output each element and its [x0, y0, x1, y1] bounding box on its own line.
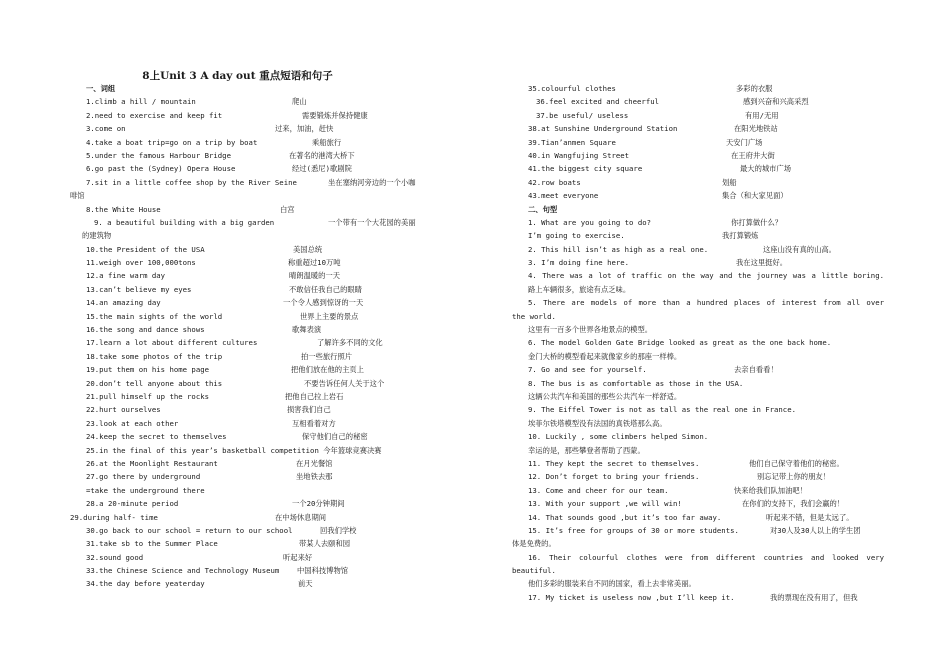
line-text: 32.sound good — [86, 552, 144, 562]
text-line — [70, 484, 450, 497]
translation-text: 不要告诉任何人关于这个 — [304, 378, 385, 388]
text-line — [70, 336, 450, 349]
text-line — [512, 417, 884, 430]
line-text: 9. The Eiffel Tower is not as tall as the real one in France. — [528, 405, 796, 415]
text-line — [512, 296, 884, 309]
line-text: 36.feel excited and cheerful — [536, 97, 660, 107]
translation-text: 一个令人感到惊讶的一天 — [283, 298, 364, 308]
line-text: =take the underground there — [86, 485, 205, 495]
line-text: 33.the Chinese Science and Technology Museum — [86, 566, 280, 576]
line-text: 的建筑物 — [82, 231, 112, 241]
translation-text: 晴朗温暖的一天 — [289, 271, 341, 281]
translation-text: 乘船旅行 — [312, 137, 342, 147]
line-text: 11.weigh over 100,000tons — [86, 258, 196, 268]
text-line — [512, 109, 884, 122]
translation-text: 一个带有一个大花园的美丽 — [328, 217, 416, 227]
text-line — [70, 189, 450, 202]
text-line — [512, 269, 884, 282]
translation-text: 听起来不错，但是太远了。 — [766, 512, 854, 522]
line-text: 16.the song and dance shows — [86, 325, 205, 335]
line-text: 30.go back to our school = return to our school — [86, 525, 293, 535]
line-text: 15.the main sights of the world — [86, 311, 223, 321]
line-text: 14. That sounds good ,but it’s too far away. — [528, 512, 722, 522]
translation-text: 在王府井大街 — [731, 150, 775, 160]
line-text: 幸运的是，那些攀登者帮助了西蒙。 — [528, 445, 645, 455]
line-text: 2.need to exercise and keep fit — [86, 110, 223, 120]
text-line — [70, 470, 450, 483]
line-text: 4. There was a lot of traffic on the way and the journey was a little boring. — [528, 271, 884, 281]
line-text: 19.put them on his home page — [86, 365, 210, 375]
line-text: 体是免费的。 — [512, 539, 556, 549]
translation-text: 我在这里挺好。 — [736, 258, 788, 268]
line-text: 二、句型 — [528, 204, 558, 214]
line-text: 3. I’m doing fine here. — [528, 258, 630, 268]
line-text: 13. With your support ,we will win! — [528, 499, 682, 509]
line-text: 12. Don’t forget to bring your friends. — [528, 472, 700, 482]
text-line — [512, 350, 884, 363]
text-line — [512, 323, 884, 336]
translation-text: 别忘记带上你的朋友！ — [757, 472, 830, 482]
text-line — [512, 122, 884, 135]
text-line — [512, 430, 884, 443]
translation-text: 把他们放在他的主页上 — [291, 365, 364, 375]
line-text: 41.the biggest city square — [528, 164, 643, 174]
section-heading — [512, 203, 884, 216]
translation-text: 坐在塞纳河旁边的一个小咖 — [328, 177, 416, 187]
line-text: 埃菲尔铁塔模型没有法国的真铁塔那么高。 — [528, 418, 667, 428]
text-line — [512, 82, 884, 95]
text-line — [70, 136, 450, 149]
translation-text: 有用/无用 — [745, 110, 779, 120]
text-line — [70, 564, 450, 577]
text-line — [512, 162, 884, 175]
line-text: 10. Luckily , some climbers helped Simon. — [528, 432, 709, 442]
line-text: 31.take sb to the Summer Place — [86, 539, 218, 549]
translation-text: 过来，加油，赶快 — [275, 124, 334, 134]
text-line — [512, 484, 884, 497]
line-text: 27.go there by underground — [86, 472, 201, 482]
line-text: 6.go past the (Sydney) Opera House — [86, 164, 236, 174]
line-text: the world. — [512, 311, 556, 321]
line-text: 38.at Sunshine Underground Station — [528, 124, 678, 134]
text-line — [512, 149, 884, 162]
text-line — [512, 176, 884, 189]
line-text: 5.under the famous Harbour Bridge — [86, 150, 231, 160]
line-text: 13. Come and cheer for our team. — [528, 485, 669, 495]
translation-text: 损害我们自己 — [287, 405, 331, 415]
translation-text: 划船 — [722, 177, 737, 187]
translation-text: 去亲自看看！ — [734, 365, 778, 375]
translation-text: 美国总统 — [293, 244, 323, 254]
translation-text: 听起来好 — [283, 552, 313, 562]
right-column — [512, 82, 884, 604]
line-text: 2. This hill isn’t as high as a real one. — [528, 244, 709, 254]
text-line — [512, 497, 884, 510]
text-line — [70, 149, 450, 162]
text-line — [70, 256, 450, 269]
translation-text: 白宫 — [280, 204, 295, 214]
translation-text: 世界上主要的景点 — [300, 311, 359, 321]
line-text: 40.in Wangfujing Street — [528, 150, 630, 160]
text-line — [512, 216, 884, 229]
line-text: 16. Their colourful clothes were from different countries and looked very — [528, 552, 884, 562]
translation-text: 对30人及30人以上的学生团 — [770, 525, 861, 535]
line-text: 42.row boats — [528, 177, 581, 187]
text-line — [512, 470, 884, 483]
line-text: 这里有一百多个世界各地景点的模型。 — [528, 325, 653, 335]
line-text: 28.a 20-minute period — [86, 499, 179, 509]
line-text: 14.an amazing day — [86, 298, 161, 308]
text-line — [70, 122, 450, 135]
text-line — [512, 591, 884, 604]
line-text: 金门大桥的模型看起来就像家乡的那座一样棒。 — [528, 351, 682, 361]
text-line — [70, 216, 450, 229]
translation-text: 我的票现在没有用了，但我 — [770, 592, 858, 602]
translation-text: 多彩的衣服 — [736, 84, 773, 93]
text-line — [512, 551, 884, 564]
line-text: 啡馆 — [70, 191, 85, 201]
text-line — [512, 363, 884, 376]
line-text: 15. It’s free for groups of 30 or more students. — [528, 525, 739, 535]
translation-text: 在你们的支持下，我们会赢的！ — [742, 499, 845, 509]
line-text: 29.during half- time — [70, 512, 158, 522]
translation-text: 一个20分钟期间 — [292, 499, 345, 509]
translation-text: 称重超过10万吨 — [288, 258, 341, 268]
translation-text: 前天 — [298, 579, 313, 589]
translation-text: 回我们学校 — [320, 525, 357, 535]
translation-text: 他们自己保守着他们的秘密。 — [749, 458, 844, 468]
translation-text: 经过(悉尼)歌剧院 — [292, 164, 352, 174]
text-line — [512, 256, 884, 269]
page-title: 8上Unit 3 A day out 重点短语和句子 — [142, 70, 333, 82]
text-line — [512, 524, 884, 537]
translation-text: 这座山没有真的山高。 — [763, 244, 836, 254]
line-text: 3.come on — [86, 124, 126, 134]
line-text: 12.a fine warm day — [86, 271, 166, 281]
line-text: 18.take some photos of the trip — [86, 351, 223, 361]
translation-text: 保守他们自己的秘密 — [302, 432, 368, 442]
translation-text: 歌舞表演 — [292, 325, 322, 335]
translation-text: 我打算锻炼 — [722, 231, 759, 241]
translation-text: 最大的城市广场 — [740, 164, 792, 174]
text-line — [512, 189, 884, 202]
text-line — [512, 564, 884, 577]
text-line — [70, 350, 450, 363]
translation-text: 集合（和大家见面） — [722, 191, 788, 201]
translation-text: 坐地铁去那 — [296, 472, 333, 482]
translation-text: 把他自己拉上岩石 — [285, 391, 344, 401]
text-line — [70, 109, 450, 122]
translation-text: 拍一些旅行照片 — [301, 351, 353, 361]
line-text: 17.learn a lot about different cultures — [86, 338, 258, 348]
text-line — [70, 430, 450, 443]
text-line — [70, 296, 450, 309]
text-line — [70, 524, 450, 537]
line-text: beautiful. — [512, 566, 556, 576]
text-line — [512, 390, 884, 403]
text-line — [70, 417, 450, 430]
line-text: 1.climb a hill / mountain — [86, 97, 196, 107]
line-text: 20.don’t tell anyone about this — [86, 378, 223, 388]
text-line — [512, 577, 884, 590]
translation-text: 快来给我们队加油吧！ — [734, 485, 807, 495]
line-text: 10.the President of the USA — [86, 244, 205, 254]
translation-text: 了解许多不同的文化 — [317, 338, 383, 348]
line-text: 8. The bus is as comfortable as those in the USA. — [528, 378, 744, 388]
section-heading — [70, 82, 450, 95]
line-text: 17. My ticket is useless now ,but I’ll keep it. — [528, 592, 735, 602]
translation-text: 爬山 — [292, 97, 307, 107]
translation-text: 在月光餐馆 — [296, 458, 333, 468]
line-text: 21.pull himself up the rocks — [86, 391, 210, 401]
text-line — [70, 537, 450, 550]
line-text: 一、词组 — [86, 84, 116, 93]
text-line — [70, 203, 450, 216]
line-text: 26.at the Moonlight Restaurant — [86, 458, 218, 468]
translation-text: 你打算做什么？ — [731, 217, 783, 227]
line-text: 5. There are models of more than a hundred places of interest from all over — [528, 298, 884, 308]
text-line — [512, 457, 884, 470]
text-line — [512, 377, 884, 390]
text-line — [70, 377, 450, 390]
line-text: 他们多彩的服装来自不同的国家，看上去非常美丽。 — [528, 579, 696, 589]
text-line — [70, 457, 450, 470]
translation-text: 在中场休息期间 — [275, 512, 327, 522]
translation-text: 在阳光地铁站 — [734, 124, 778, 134]
line-text: 34.the day before yeaterday — [86, 579, 205, 589]
text-line — [70, 243, 450, 256]
text-line — [70, 269, 450, 282]
text-line — [512, 283, 884, 296]
text-line — [70, 577, 450, 590]
line-text: 13.can’t believe my eyes — [86, 284, 192, 294]
translation-text: 带某人去颐和园 — [299, 539, 351, 549]
text-line — [512, 444, 884, 457]
line-text: 7.sit in a little coffee shop by the River Seine — [86, 177, 297, 187]
translation-text: 感到兴奋和兴高采烈 — [743, 97, 809, 107]
text-line — [70, 497, 450, 510]
text-line — [512, 336, 884, 349]
line-text: 39.Tian’anmen Square — [528, 137, 616, 147]
line-text: 4.take a boat trip=go on a trip by boat — [86, 137, 258, 147]
text-line — [512, 136, 884, 149]
text-line — [70, 310, 450, 323]
text-line — [70, 551, 450, 564]
text-line — [70, 95, 450, 108]
text-line — [70, 444, 450, 457]
text-line — [512, 229, 884, 242]
text-line — [512, 403, 884, 416]
text-line — [512, 511, 884, 524]
translation-text: 需要锻炼并保持健康 — [302, 110, 368, 120]
left-column — [70, 82, 450, 591]
text-line — [512, 95, 884, 108]
line-text: 23.look at each other — [86, 418, 179, 428]
line-text: 25.in the final of this year’s basketball competition 今年篮球竞赛决赛 — [86, 445, 382, 455]
translation-text: 天安门广场 — [726, 137, 763, 147]
text-line — [70, 403, 450, 416]
text-line — [70, 511, 450, 524]
text-line — [512, 310, 884, 323]
line-text: 22.hurt ourselves — [86, 405, 161, 415]
line-text: 路上车辆很多，旅途有点乏味。 — [528, 284, 631, 294]
line-text: 这辆公共汽车和美国的那些公共汽车一样舒适。 — [528, 391, 682, 401]
text-line — [512, 537, 884, 550]
text-line — [70, 283, 450, 296]
text-line — [70, 162, 450, 175]
translation-text: 在著名的港湾大桥下 — [289, 150, 355, 160]
line-text: 1. What are you going to do? — [528, 217, 652, 227]
translation-text: 不敢信任我自己的眼睛 — [289, 284, 362, 294]
line-text: I’m going to exercise. — [528, 231, 625, 241]
text-line — [70, 176, 450, 189]
line-text: 7. Go and see for yourself. — [528, 365, 647, 375]
line-text: 8.the White House — [86, 204, 161, 214]
line-text: 35.colourful clothes — [528, 84, 616, 93]
text-line — [70, 390, 450, 403]
text-line — [512, 243, 884, 256]
text-line — [70, 323, 450, 336]
text-line — [70, 363, 450, 376]
line-text: 24.keep the secret to themselves — [86, 432, 227, 442]
translation-text: 中国科技博物馆 — [297, 566, 349, 576]
text-line — [70, 229, 450, 242]
line-text: 11. They kept the secret to themselves. — [528, 458, 700, 468]
line-text: 6. The model Golden Gate Bridge looked as great as the one back home. — [528, 338, 832, 348]
translation-text: 互相看着对方 — [292, 418, 336, 428]
line-text: 43.meet everyone — [528, 191, 599, 201]
line-text: 9. a beautiful building with a big garden — [94, 217, 275, 227]
line-text: 37.be useful/ useless — [536, 110, 629, 120]
